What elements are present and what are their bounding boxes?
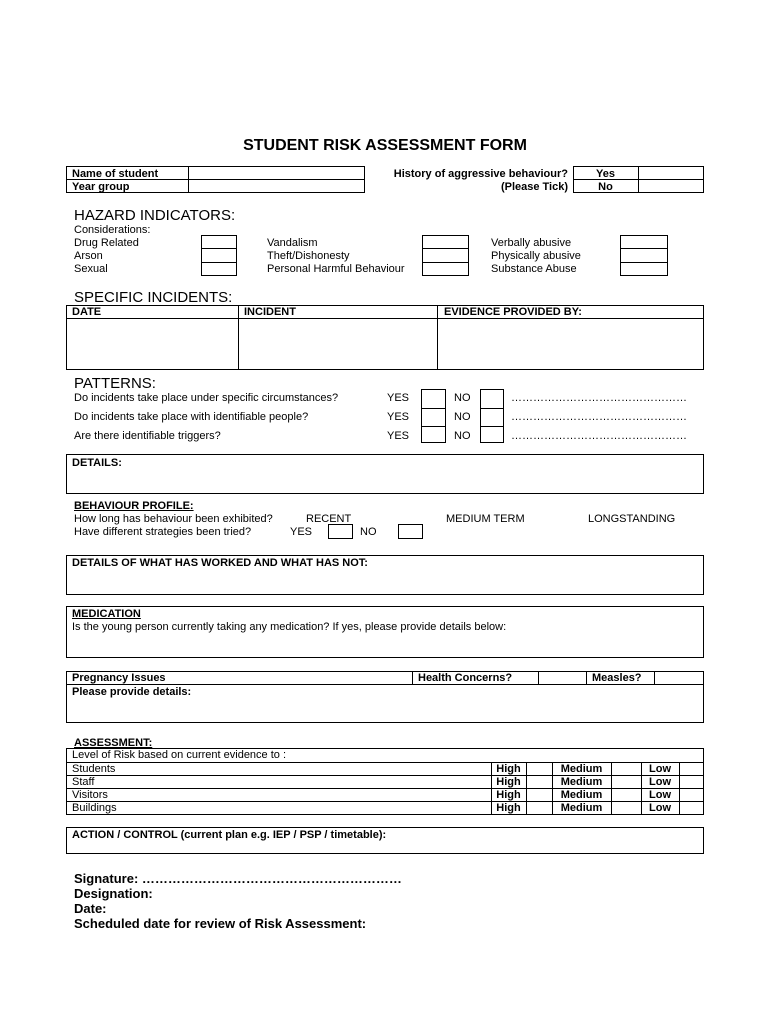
health-details-label: Please provide details: <box>72 686 192 698</box>
history-no: No <box>598 181 613 193</box>
hazard-arson: Arson <box>74 250 103 262</box>
low-label: Low <box>649 789 671 801</box>
hazard-theft: Theft/Dishonesty <box>267 250 350 262</box>
risk-row-buildings: Buildings <box>72 802 117 814</box>
history-yes-tick[interactable] <box>639 167 703 179</box>
signature-line[interactable]: Signature: …………………………………………………… <box>74 871 402 886</box>
col-date: DATE <box>72 306 102 318</box>
behaviour-heading: BEHAVIOUR PROFILE: <box>74 500 194 512</box>
pattern-q3-no: NO <box>454 430 471 442</box>
tick-staff-low[interactable] <box>680 776 703 788</box>
hazard-self-harm: Personal Harmful Behaviour <box>267 263 405 275</box>
form-title: STUDENT RISK ASSESSMENT FORM <box>243 137 527 154</box>
risk-row-staff: Staff <box>72 776 95 788</box>
incident-field[interactable] <box>239 319 436 369</box>
tick-staff-medium[interactable] <box>612 776 640 788</box>
tick-physical[interactable] <box>621 249 667 261</box>
tick-visitors-high[interactable] <box>527 789 551 801</box>
pattern-q2-yes: YES <box>387 411 410 423</box>
tick-theft[interactable] <box>423 249 468 261</box>
hazard-vandalism: Vandalism <box>267 237 318 249</box>
incidents-heading: SPECIFIC INCIDENTS: <box>74 289 233 306</box>
behaviour-no: NO <box>360 526 377 538</box>
behaviour-recent[interactable]: RECENT <box>306 513 352 525</box>
year-field[interactable] <box>189 180 364 192</box>
details-label: DETAILS: <box>72 457 122 469</box>
details-box[interactable] <box>66 454 704 494</box>
high-label: High <box>496 763 521 775</box>
tick-sexual[interactable] <box>202 263 236 275</box>
patterns-heading: PATTERNS: <box>74 375 156 392</box>
review-date-label: Scheduled date for review of Risk Assessment: <box>74 916 367 931</box>
evidence-field[interactable] <box>438 319 703 369</box>
pattern-q2-no: NO <box>454 411 471 423</box>
designation-label: Designation: <box>74 886 153 901</box>
pregnancy-label: Pregnancy Issues <box>72 672 166 684</box>
tick-q3-yes[interactable] <box>422 427 445 442</box>
name-field[interactable] <box>189 167 364 179</box>
history-label: History of aggressive behaviour? <box>393 168 568 180</box>
worked-label: DETAILS OF WHAT HAS WORKED AND WHAT HAS NOT: <box>72 557 368 569</box>
tick-arson[interactable] <box>202 249 236 261</box>
name-label: Name of student <box>72 168 159 180</box>
tick-students-high[interactable] <box>527 763 551 775</box>
tick-students-low[interactable] <box>680 763 703 775</box>
tick-buildings-medium[interactable] <box>612 802 640 814</box>
history-yes: Yes <box>596 168 615 180</box>
tick-drug[interactable] <box>202 236 236 248</box>
hazard-physical: Physically abusive <box>491 250 581 262</box>
tick-q2-yes[interactable] <box>422 409 445 425</box>
behaviour-q2: Have different strategies been tried? <box>74 526 252 538</box>
tick-substance[interactable] <box>621 263 667 275</box>
medication-question: Is the young person currently taking any medication? If yes, please provide details below: <box>72 621 507 633</box>
year-label: Year group <box>72 181 130 193</box>
high-label: High <box>496 789 521 801</box>
history-no-tick[interactable] <box>639 180 703 192</box>
low-label: Low <box>649 763 671 775</box>
medication-heading: MEDICATION <box>72 608 141 620</box>
measles-label: Measles? <box>592 672 642 684</box>
tick-visitors-low[interactable] <box>680 789 703 801</box>
tick-q3-no[interactable] <box>481 427 503 442</box>
tick-q2-no[interactable] <box>481 409 503 425</box>
tick-students-medium[interactable] <box>612 763 640 775</box>
strategies-no-tick[interactable] <box>398 524 423 539</box>
considerations-label: Considerations: <box>74 224 151 236</box>
health-concerns-label: Health Concerns? <box>418 672 513 684</box>
medium-label: Medium <box>560 802 603 814</box>
tick-staff-high[interactable] <box>527 776 551 788</box>
behaviour-medium[interactable]: MEDIUM TERM <box>446 513 525 525</box>
col-evidence: EVIDENCE PROVIDED BY: <box>444 306 582 318</box>
pattern-q1-no: NO <box>454 392 471 404</box>
high-label: High <box>496 802 521 814</box>
tick-visitors-medium[interactable] <box>612 789 640 801</box>
pattern-q3-dots: ………………………………………… <box>511 430 687 442</box>
pattern-q3-yes: YES <box>387 430 410 442</box>
tick-buildings-low[interactable] <box>680 802 703 814</box>
medium-label: Medium <box>560 776 603 788</box>
health-concerns-tick[interactable] <box>539 672 585 683</box>
col-incident: INCIDENT <box>244 306 296 318</box>
tick-self-harm[interactable] <box>423 263 468 275</box>
pattern-q3: Are there identifiable triggers? <box>74 430 221 442</box>
pattern-q2: Do incidents take place with identifiable people? <box>74 411 309 423</box>
tick-buildings-high[interactable] <box>527 802 551 814</box>
tick-q1-no[interactable] <box>481 390 503 407</box>
tick-verbal[interactable] <box>621 236 667 248</box>
medium-label: Medium <box>560 789 603 801</box>
hazard-drug: Drug Related <box>74 237 139 249</box>
low-label: Low <box>649 802 671 814</box>
tick-q1-yes[interactable] <box>422 390 445 407</box>
hazard-verbal: Verbally abusive <box>491 237 572 249</box>
behaviour-long[interactable]: LONGSTANDING <box>588 513 676 525</box>
health-details-field[interactable] <box>67 699 703 722</box>
behaviour-yes: YES <box>290 526 313 538</box>
assessment-heading: ASSESSMENT: <box>74 737 153 749</box>
strategies-yes-tick[interactable] <box>328 524 353 539</box>
pattern-q1-yes: YES <box>387 392 410 404</box>
measles-tick[interactable] <box>655 672 703 683</box>
pattern-q1-dots: ………………………………………… <box>511 392 687 404</box>
please-tick: (Please Tick) <box>500 181 568 193</box>
incident-date-field[interactable] <box>67 319 237 369</box>
date-label: Date: <box>74 901 107 916</box>
hazard-substance: Substance Abuse <box>491 263 577 275</box>
assessment-intro: Level of Risk based on current evidence to : <box>72 749 287 761</box>
medium-label: Medium <box>560 763 603 775</box>
high-label: High <box>496 776 521 788</box>
hazard-heading: HAZARD INDICATORS: <box>74 207 236 224</box>
behaviour-q1: How long has behaviour been exhibited? <box>74 513 273 525</box>
tick-vandalism[interactable] <box>423 236 468 248</box>
pattern-q1: Do incidents take place under specific circumstances? <box>74 392 339 404</box>
action-label: ACTION / CONTROL (current plan e.g. IEP / PSP / timetable): <box>72 829 387 841</box>
risk-row-visitors: Visitors <box>72 789 108 801</box>
low-label: Low <box>649 776 671 788</box>
risk-row-students: Students <box>72 763 116 775</box>
pattern-q2-dots: ………………………………………… <box>511 411 687 423</box>
hazard-sexual: Sexual <box>74 263 108 275</box>
